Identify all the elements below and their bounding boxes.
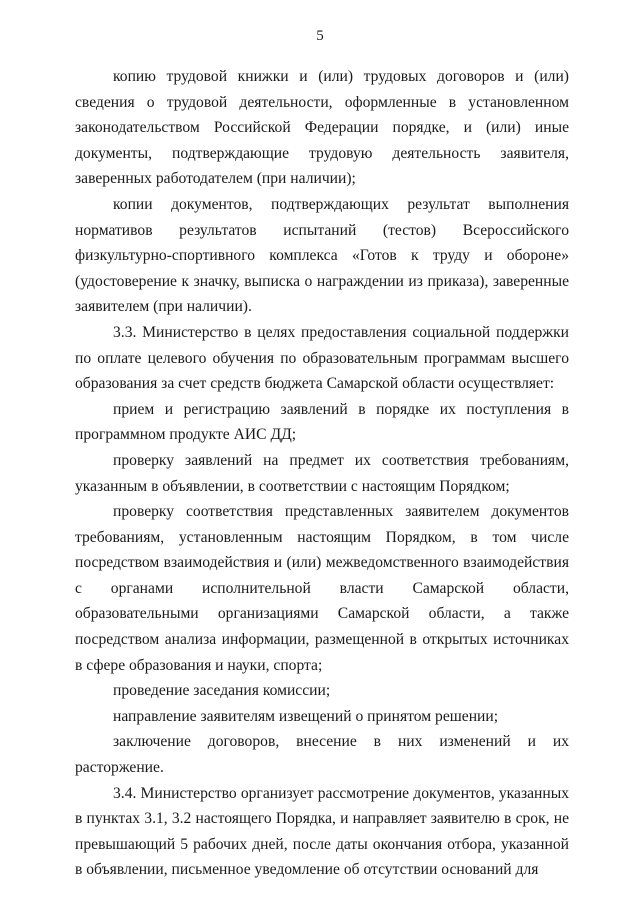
paragraph-commission-meeting: проведение заседания комиссии; bbox=[113, 682, 331, 700]
paragraph-gto-documents: копии документов, подтверждающих результат выполнения нормативов результатов испытаний (тестов) Всероссийского физкультурно-спортивного комплекса «Готов к труду и обороне» (удостоверение к значку, выписка о награждении из приказа), заверенные заявителем (при наличии). bbox=[75, 195, 569, 316]
paragraph-application-intake: прием и регистрацию заявлений в порядке их поступления в программном продукте АИС ДД; bbox=[75, 400, 569, 444]
page-number: 5 bbox=[316, 28, 324, 44]
paragraph-contracts: заключение договоров, внесение в них изменений и их расторжение. bbox=[75, 733, 569, 777]
paragraph-section-3-4: 3.4. Министерство организует рассмотрение документов, указанных в пунктах 3.1, 3.2 настоящего Порядка, и направляет заявителю в срок, не превышающий 5 рабочих дней, после даты окончания отбора, указанной в объявлении, письменное уведомление об отсутствии оснований для bbox=[75, 784, 569, 879]
paragraph-application-check: проверку заявлений на предмет их соответствия требованиям, указанным в объявлении, в соответствии с настоящим Порядком; bbox=[75, 451, 569, 495]
paragraph-notifications: направление заявителям извещений о принятом решении; bbox=[113, 707, 499, 725]
paragraph-section-3-3: 3.3. Министерство в целях предоставления социальной поддержки по оплате целевого обучения по образовательным программам высшего образования за счет средств бюджета Самарской области осуществляет: bbox=[75, 323, 569, 393]
paragraph-work-record-copy: копию трудовой книжки и (или) трудовых договоров и (или) сведения о трудовой деятельности, оформленные в установленном законодательством Российской Федерации порядке, и (или) иные документы, подтверждающие трудовую деятельность заявителя, заверенных работодателем (при наличии); bbox=[75, 68, 569, 188]
paragraph-documents-check: проверку соответствия представленных заявителем документов требованиям, установленным настоящим Порядком, в том числе посредством взаимодействия и (или) межведомственного взаимодействия с органами исполнительной власти Самарской области, образовательными организациями Самарской области, а также посредством анализа информации, размещенной в открытых источниках в сфере образования и науки, спорта; bbox=[75, 503, 569, 674]
document-body bbox=[75, 64, 569, 883]
